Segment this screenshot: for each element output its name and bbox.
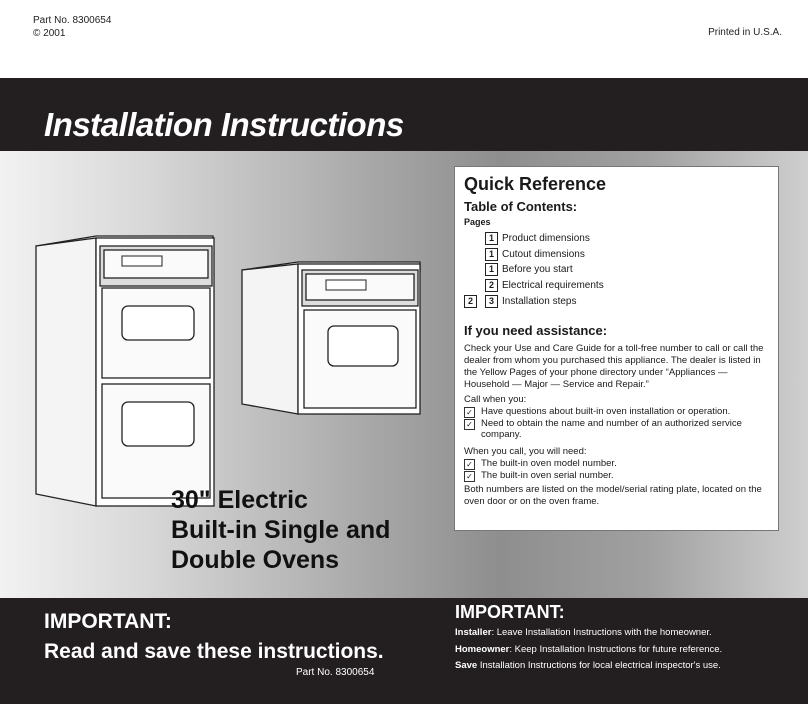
installer-text: : Leave Installation Instructions with the homeowner. (491, 627, 712, 638)
installer-note (455, 627, 712, 638)
copyright: © 2001 (33, 28, 66, 39)
toc-row (464, 247, 769, 263)
read-save-text: Read and save these instructions. (44, 640, 384, 663)
document-title: Installation Instructions (44, 106, 404, 143)
header-left (33, 14, 111, 40)
table-of-contents (464, 231, 769, 309)
toc-row (464, 231, 769, 247)
assistance-heading: If you need assistance: (464, 322, 608, 338)
page-number: 3 (485, 295, 498, 308)
single-oven-illustration (242, 262, 420, 414)
printed-in: Printed in U.S.A. (708, 27, 782, 38)
bottom-part-number: Part No. 8300654 (296, 667, 375, 678)
oven-illustration (30, 224, 430, 514)
part-number: Part No. 8300654 (33, 15, 112, 26)
checkbox-icon: ✓ (464, 419, 475, 430)
checkbox-icon: ✓ (464, 471, 475, 482)
product-name-line-1: 30" Electric (171, 486, 308, 514)
checklist-item (464, 418, 769, 441)
product-name-line-2: Built-in Single and (171, 516, 391, 544)
page-number: 1 (485, 232, 498, 245)
toc-label: Installation steps (502, 295, 577, 307)
toc-row (464, 262, 769, 278)
checklist-item (464, 470, 769, 482)
checkbox-icon: ✓ (464, 459, 475, 470)
page-number: 1 (485, 263, 498, 276)
toc-label: Electrical requirements (502, 280, 604, 292)
both-numbers-text: Both numbers are listed on the model/serial rating plate, located on the oven door or on the oven frame. (464, 483, 762, 507)
double-oven-illustration (36, 236, 214, 506)
checklist-text: Have questions about built-in oven installation or operation. (481, 405, 731, 417)
bottom-band (0, 598, 808, 704)
homeowner-label: Homeowner (455, 644, 510, 655)
product-name-line-3: Double Ovens (171, 546, 340, 574)
page-number: 1 (485, 248, 498, 261)
assistance-text: Check your Use and Care Guide for a toll-free number to call or call the dealer from whom you purchased this appliance. The dealer is listed in the Yellow Pages of your phone directory under “Appliances — Household — Major — Service and Repair.” (464, 342, 764, 390)
important-heading-right: IMPORTANT: (455, 602, 565, 622)
save-label: Save (455, 660, 478, 671)
installer-label: Installer (455, 627, 492, 638)
save-note (455, 660, 721, 671)
quick-reference-heading: Quick Reference (464, 174, 607, 194)
checklist-item (464, 458, 769, 470)
save-text: Installation Instructions for local electrical inspector's use. (477, 660, 721, 671)
toc-label: Cutout dimensions (502, 248, 585, 260)
checklist-text: The built-in oven serial number. (481, 469, 614, 481)
call-when-label: Call when you: (464, 393, 527, 405)
page-number: 2 (464, 295, 477, 308)
homeowner-text: : Keep Installation Instructions for future reference. (509, 644, 723, 655)
checkbox-icon: ✓ (464, 407, 475, 418)
page-number: 2 (485, 279, 498, 292)
pages-label: Pages (464, 217, 491, 227)
toc-row (464, 293, 769, 309)
checklist-text: Need to obtain the name and number of an authorized service company. (481, 417, 742, 441)
checklist-text: The built-in oven model number. (481, 457, 617, 469)
product-name (171, 485, 390, 575)
toc-label: Product dimensions (502, 233, 590, 245)
checklist-item (464, 406, 769, 418)
toc-heading: Table of Contents: (464, 199, 578, 214)
important-heading-left: IMPORTANT: (44, 610, 172, 633)
homeowner-note (455, 644, 722, 655)
toc-label: Before you start (502, 264, 573, 276)
when-call-label: When you call, you will need: (464, 445, 587, 457)
toc-row (464, 278, 769, 294)
quick-reference-box (454, 166, 779, 531)
title-band (0, 78, 808, 151)
